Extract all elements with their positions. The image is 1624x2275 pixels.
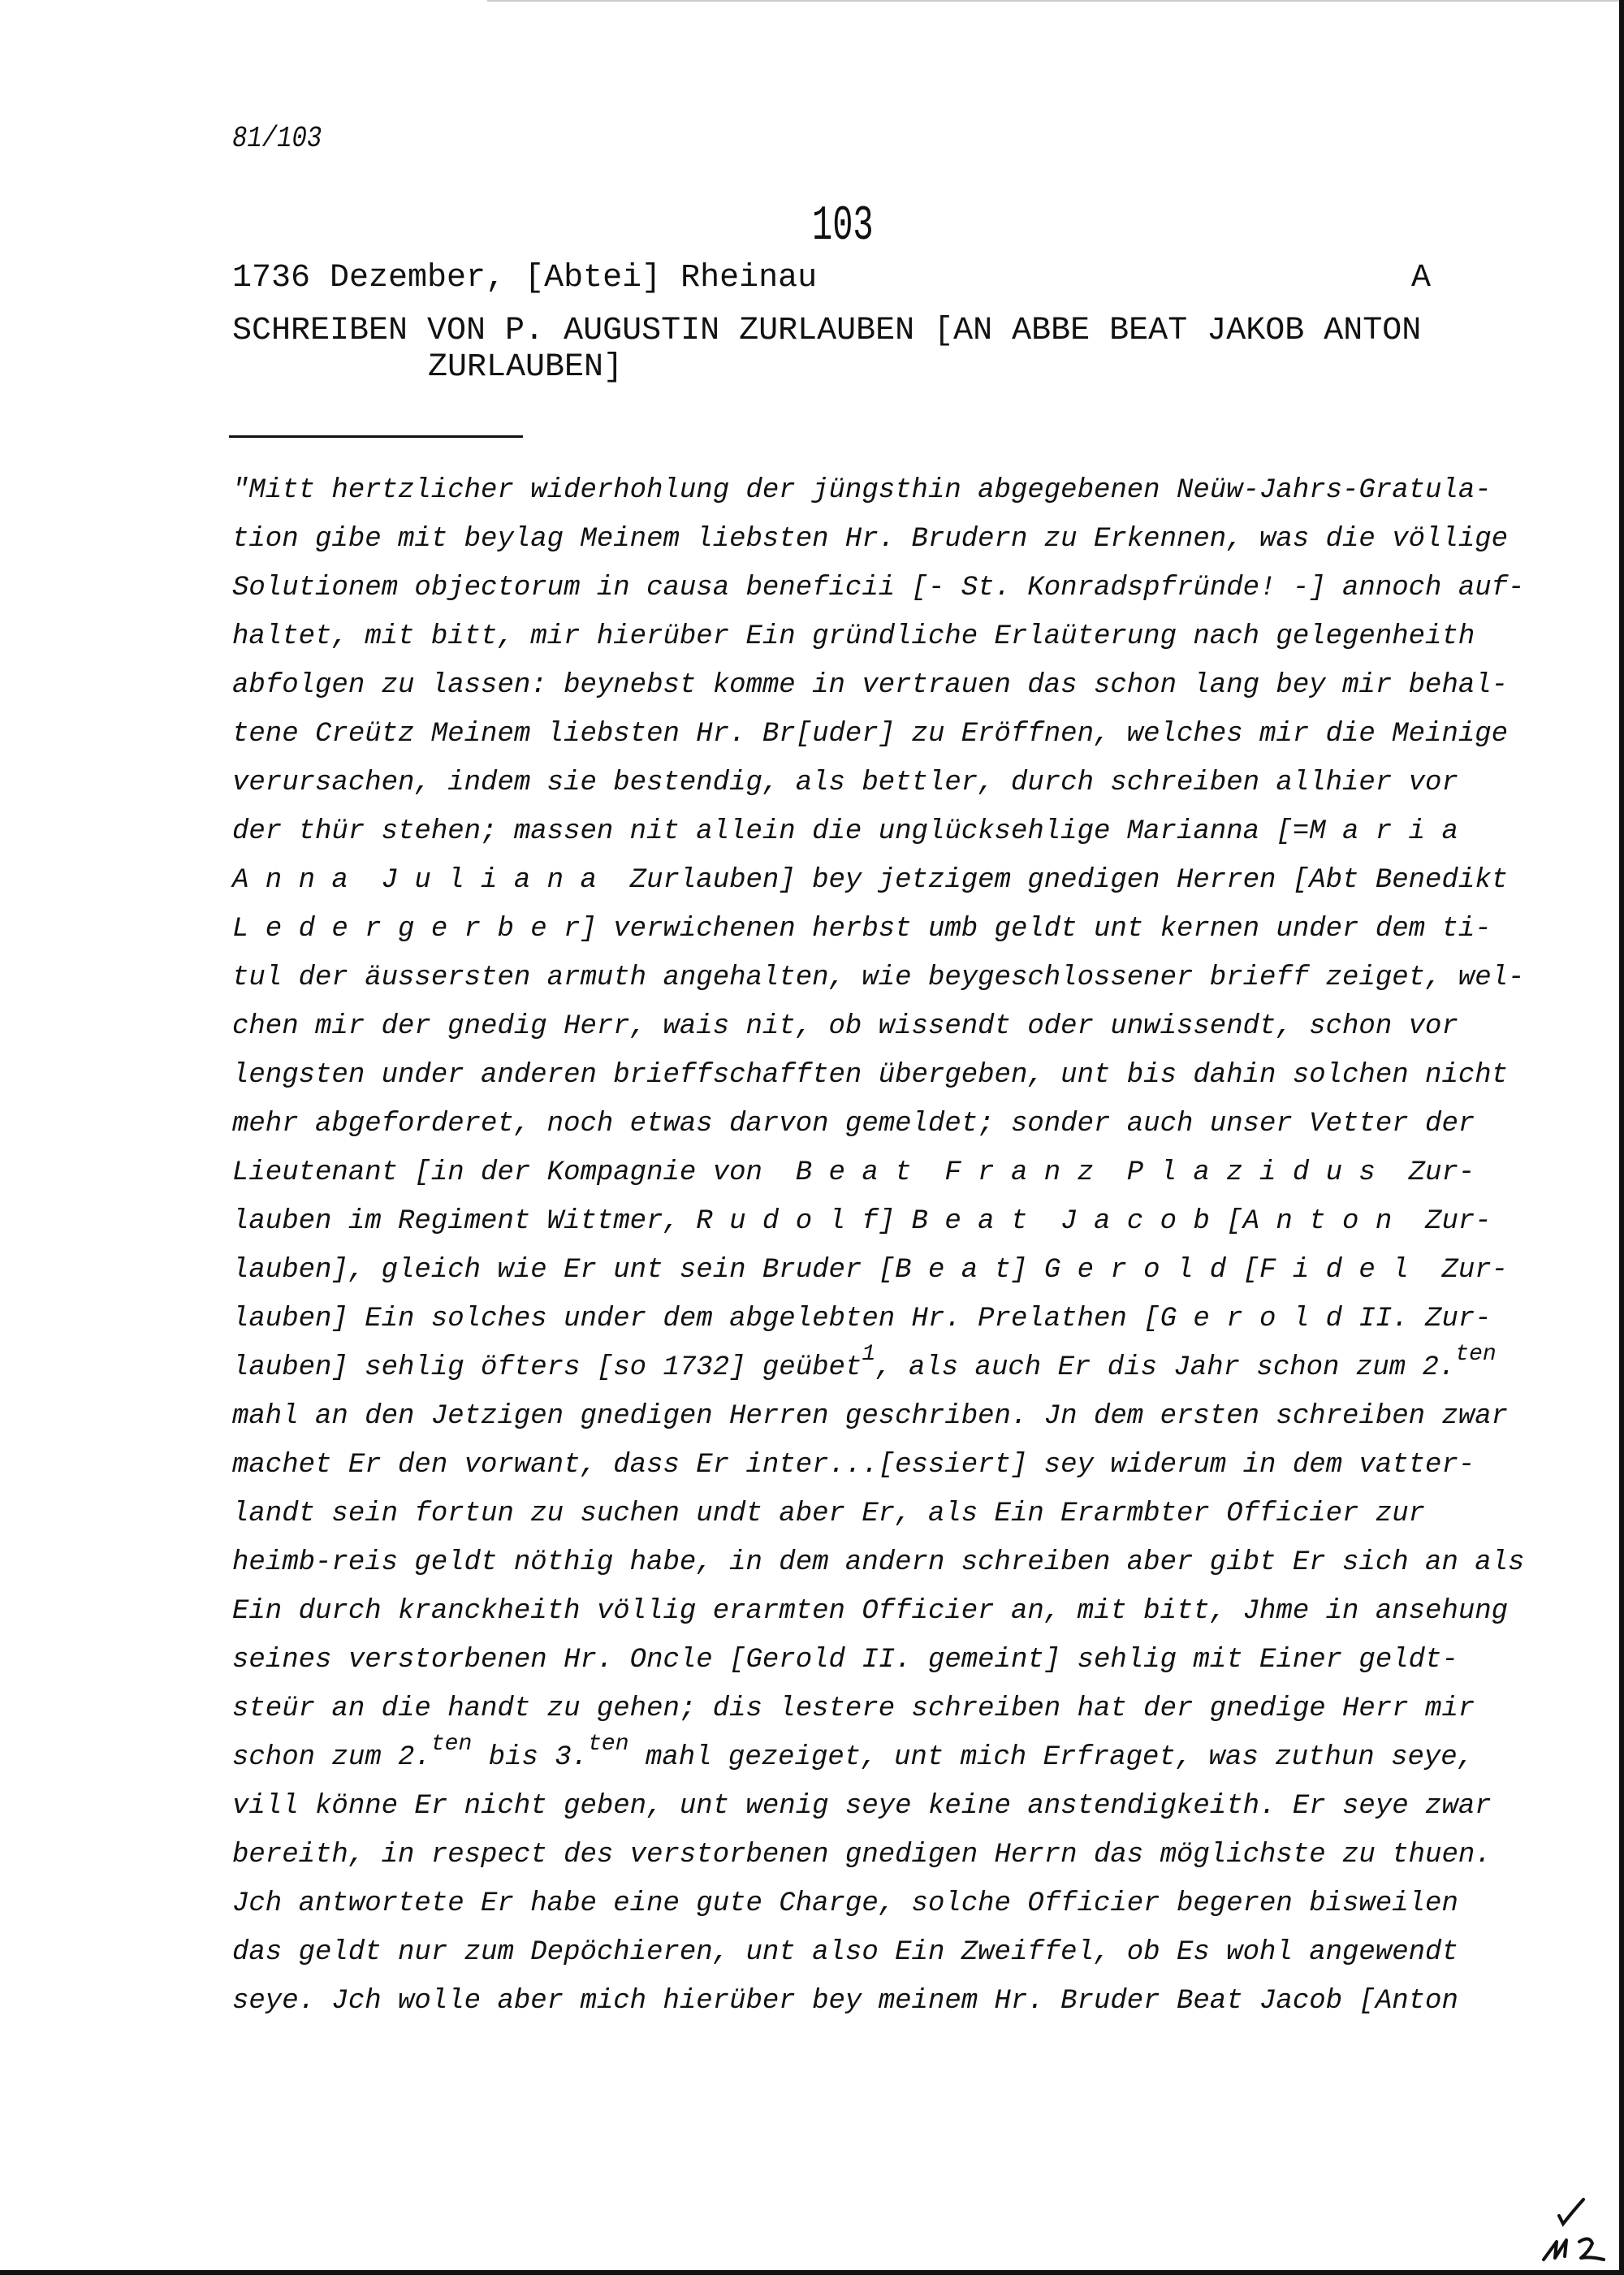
text-line: Ein durch kranckheith völlig erarmten Officier an, mit bitt, Jhme in ansehung — [232, 1596, 1509, 1627]
text-line: das geldt nur zum Depöchieren, unt also Ein Zweiffel, ob Es wohl angewendt — [232, 1937, 1458, 1968]
text-segment: schon zum 2. — [232, 1742, 431, 1773]
date-place-line: 1736 Dezember, [Abtei] Rheinau — [232, 260, 818, 296]
text-line — [232, 1343, 1497, 1394]
text-segment: lauben] sehlig öfters [so 1732] geübet — [232, 1352, 862, 1383]
text-line: Lieutenant [in der Kompagnie von B e a t F r a n z P l a z i d u s Zur- — [232, 1157, 1475, 1188]
text-segment: , als auch Er dis Jahr schon zum 2. — [875, 1352, 1456, 1383]
scan-border-bottom — [0, 2270, 1624, 2275]
text-line: lauben im Regiment Wittmer, R u d o l f] B e a t J a c o b [A n t o n Zur- — [232, 1206, 1492, 1237]
text-line: tene Creütz Meinem liebsten Hr. Br[uder] zu Eröffnen, welches mir die Meinige — [232, 719, 1509, 750]
text-line: L e d e r g e r b e r] verwichenen herbst umb geldt unt kernen under dem ti- — [232, 914, 1492, 945]
superscript: ten — [430, 1732, 473, 1757]
text-line: bereith, in respect des verstorbenen gnedigen Herrn das möglichste zu thuen. — [232, 1840, 1492, 1871]
text-line: abfolgen zu lassen: beynebst komme in vertrauen das schon lang bey mir behal- — [232, 670, 1509, 701]
text-line: lauben], gleich wie Er unt sein Bruder [B e a t] G e r o l d [F i d e l Zur- — [232, 1255, 1509, 1286]
text-line: A n n a J u l i a n a Zurlauben] bey jetzigem gnedigen Herren [Abt Benedikt — [232, 865, 1509, 896]
text-line: seye. Jch wolle aber mich hierüber bey meinem Hr. Bruder Beat Jacob [Anton — [232, 1986, 1458, 2017]
superscript: ten — [1455, 1342, 1497, 1367]
document-title-continuation: ZURLAUBEN] — [428, 349, 624, 386]
text-line: der thür stehen; massen nit allein die unglücksehlige Marianna [=M a r i a — [232, 816, 1458, 847]
document-number: 103 — [812, 199, 874, 254]
text-line: Jch antwortete Er habe eine gute Charge, solche Officier begeren bisweilen — [232, 1888, 1458, 1919]
text-line — [232, 1733, 1474, 1784]
text-line: chen mir der gnedig Herr, wais nit, ob wissendt oder unwissendt, schon vor — [232, 1011, 1458, 1042]
handwritten-folio-number — [1544, 2238, 1604, 2260]
superscript: ten — [588, 1732, 629, 1757]
text-line: machet Er den vorwant, dass Er inter...[essiert] sey widerum in dem vatter- — [232, 1450, 1475, 1481]
text-line: heimb-reis geldt nöthig habe, in dem andern schreiben aber gibt Er sich an als — [232, 1547, 1525, 1578]
text-line: lauben] Ein solches under dem abgelebten Hr. Prelathen [G e r o l d II. Zur- — [232, 1304, 1492, 1334]
document-title: SCHREIBEN VON P. AUGUSTIN ZURLAUBEN [AN ABBE BEAT JAKOB ANTON — [232, 313, 1422, 349]
text-segment: bis 3. — [472, 1742, 589, 1773]
text-line: mahl an den Jetzigen gnedigen Herren geschriben. Jn dem ersten schreiben zwar — [232, 1401, 1509, 1432]
text-line: seines verstorbenen Hr. Oncle [Gerold II. gemeint] sehlig mit Einer geldt- — [232, 1645, 1458, 1676]
checkmark-icon — [1559, 2199, 1583, 2224]
text-line: Solutionem objectorum in causa beneficii [- St. Konradspfründe! -] annoch auf- — [232, 573, 1525, 603]
text-segment: mahl gezeiget, unt mich Erfraget, was zuthun seye, — [628, 1742, 1475, 1773]
superscript: 1 — [862, 1342, 876, 1367]
text-line: tul der äussersten armuth angehalten, wie beygeschlossener brieff zeiget, wel- — [232, 962, 1525, 993]
handwritten-check-and-folio-mark — [1539, 2185, 1616, 2266]
scan-border-right — [1619, 0, 1624, 2275]
text-line: vill könne Er nicht geben, unt wenig seye keine anstendigkeith. Er seye zwar — [232, 1791, 1492, 1822]
text-line: landt sein fortun zu suchen undt aber Er, als Ein Erarmbter Officier zur — [232, 1499, 1426, 1529]
text-line: haltet, mit bitt, mir hierüber Ein gründliche Erlaüterung nach gelegenheith — [232, 621, 1475, 652]
text-line: lengsten under anderen brieffschafften übergeben, unt bis dahin solchen nicht — [232, 1060, 1509, 1091]
text-line: verursachen, indem sie bestendig, als bettler, durch schreiben allhier vor — [232, 768, 1458, 798]
document-type-marker: A — [1411, 260, 1432, 296]
text-line: tion gibe mit beylag Meinem liebsten Hr. Brudern zu Erkennen, was die völlige — [232, 524, 1509, 555]
archive-reference: 81/103 — [232, 122, 322, 155]
text-line: "Mitt hertzlicher widerhohlung der jüngsthin abgegebenen Neüw-Jahrs-Gratula- — [232, 475, 1492, 506]
page-top-edge — [487, 0, 1619, 2]
section-divider — [229, 435, 523, 438]
text-line: steür an die handt zu gehen; dis lestere schreiben hat der gnedige Herr mir — [232, 1693, 1475, 1724]
text-line: mehr abgeforderet, noch etwas darvon gemeldet; sonder auch unser Vetter der — [232, 1109, 1475, 1140]
